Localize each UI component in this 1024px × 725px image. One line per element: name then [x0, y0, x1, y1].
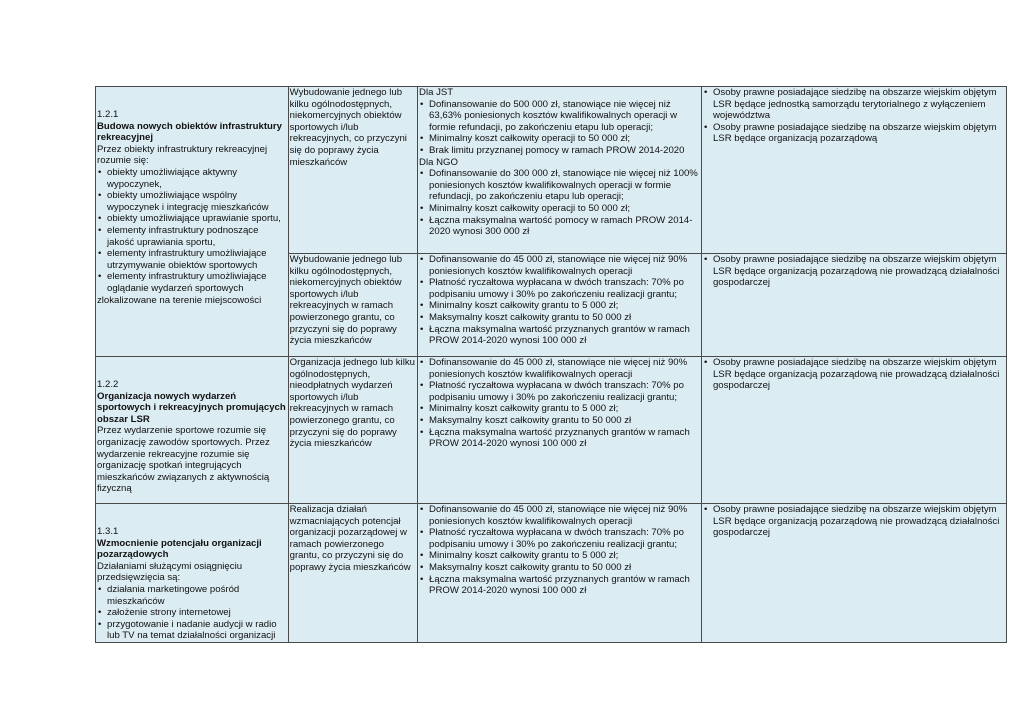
beneficiary-list — [703, 504, 1005, 539]
indicator-cell: Wybudowanie jednego lub kilku ogólnodostępnych, niekomercyjnych obiektów sportowych i/lub rekreacyjnych w ramach powierzonego grantu, co przyczyni się do poprawy życia mieszkańców — [288, 254, 417, 357]
funding-item: • Łączna maksymalna wartość przyznanych grantów w ramach PROW 2014-2020 wynosi 100 000 zł — [419, 427, 700, 450]
measure-cell — [96, 357, 289, 504]
funding-item: • Minimalny koszt całkowity operacji to 50 000 zł; — [419, 203, 700, 215]
beneficiary-list — [703, 357, 1005, 392]
funding-item: • Płatność ryczałtowa wypłacana w dwóch transzach: 70% po podpisaniu umowy i 30% po zakończeniu realizacji grantu; — [419, 527, 700, 550]
document-table — [95, 86, 1007, 643]
measure-item-list — [97, 167, 287, 295]
measure-cell — [96, 87, 289, 357]
funding-item: • Łączna maksymalna wartość pomocy w ramach PROW 2014-2020 wynosi 300 000 zł — [419, 215, 700, 238]
measure-title: Budowa nowych obiektów infrastruktury rekreacyjnej — [97, 120, 282, 144]
beneficiary-item: • Osoby prawne posiadające siedzibę na obszarze wiejskim objętym LSR będące organizacją pozarządową nie prowadzącą działalności gospodarczej — [703, 504, 1005, 539]
measure-item: • elementy infrastruktury umożliwiające utrzymywanie obiektów sportowych — [97, 248, 287, 271]
funding-group-label: Dla NGO — [419, 156, 458, 168]
measure-item: • elementy infrastruktury umożliwiające oglądanie wydarzeń sportowych — [97, 271, 287, 294]
funding-item: • Maksymalny koszt całkowity grantu to 50 000 zł — [419, 562, 700, 574]
funding-item: • Dofinansowanie do 45 000 zł, stanowiące nie więcej niż 90% poniesionych kosztów kwalifikowalnych operacji — [419, 504, 700, 527]
measure-code: 1.3.1 — [97, 526, 119, 537]
measure-cell — [96, 504, 289, 643]
funding-item: • Maksymalny koszt całkowity grantu to 50 000 zł — [419, 415, 700, 427]
funding-item: • Płatność ryczałtowa wypłacana w dwóch transzach: 70% po podpisaniu umowy i 30% po zakończeniu realizacji grantu; — [419, 380, 700, 403]
table-row — [96, 357, 1007, 504]
funding-item: • Łączna maksymalna wartość przyznanych grantów w ramach PROW 2014-2020 wynosi 100 000 zł — [419, 574, 700, 597]
funding-list — [419, 168, 700, 238]
funding-item: • Maksymalny koszt całkowity grantu to 50 000 zł — [419, 312, 700, 324]
measure-code: 1.2.1 — [97, 109, 119, 120]
measure-trail: zlokalizowane na terenie miejscowości — [97, 294, 262, 306]
beneficiary-cell — [701, 504, 1006, 643]
beneficiary-item: • Osoby prawne posiadające siedzibę na obszarze wiejskim objętym LSR będące organizacją pozarządową nie prowadzącą działalności gospodarczej — [703, 357, 1005, 392]
funding-cell — [418, 254, 702, 357]
measure-item: • elementy infrastruktury podnoszące jakość uprawiania sportu, — [97, 225, 287, 248]
beneficiary-item: • Osoby prawne posiadające siedzibę na obszarze wiejskim objętym LSR będące organizacją pozarządową nie prowadzącą działalności gospodarczej — [703, 254, 1005, 289]
measure-title: Wzmocnienie potencjału organizacji pozarządowych — [97, 537, 262, 561]
beneficiary-cell — [701, 87, 1006, 254]
funding-cell — [418, 357, 702, 504]
table-row — [96, 87, 1007, 254]
measure-item-list — [97, 584, 287, 642]
measure-item: • działania marketingowe pośród mieszkańców — [97, 584, 287, 607]
beneficiary-item: • Osoby prawne posiadające siedzibę na obszarze wiejskim objętym LSR będące organizacją pozarządową — [703, 122, 1005, 145]
table-row — [96, 504, 1007, 643]
funding-list — [419, 99, 700, 157]
indicator-cell: Organizacja jednego lub kilku ogólnodostępnych, nieodpłatnych wydarzeń sportowych i/lub rekreacyjnych w ramach powierzonego grantu, co przyczyni się do poprawy życia mieszkańców — [288, 357, 417, 504]
funding-list — [419, 357, 700, 450]
beneficiary-list — [703, 87, 1005, 145]
funding-cell — [418, 87, 702, 254]
beneficiary-cell — [701, 254, 1006, 357]
funding-item: • Dofinansowanie do 45 000 zł, stanowiące nie więcej niż 90% poniesionych kosztów kwalifikowalnych operacji — [419, 254, 700, 277]
indicator-cell: Wybudowanie jednego lub kilku ogólnodostępnych, niekomercyjnych obiektów sportowych i/lub rekreacyjnych, co przyczyni się do poprawy życia mieszkańców — [288, 87, 417, 254]
funding-item: • Minimalny koszt całkowity grantu to 5 000 zł; — [419, 550, 700, 562]
beneficiary-list — [703, 254, 1005, 289]
funding-group-label: Dla JST — [419, 87, 454, 98]
measure-title: Organizacja nowych wydarzeń sportowych i rekreacyjnych promujących obszar LSR — [97, 390, 286, 425]
measure-description: Przez obiekty infrastruktury rekreacyjnej rozumie się: — [97, 143, 268, 167]
indicator-cell: Realizacja działań wzmacniających potencjał organizacji pozarządowej w ramach powierzonego grantu, co przyczyni się do poprawy życia mieszkańców — [288, 504, 417, 643]
funding-list — [419, 504, 700, 597]
funding-item: • Dofinansowanie do 500 000 zł, stanowiące nie więcej niż 63,63% poniesionych kosztów kwalifikowalnych operacji w formie refundacji, po zakończeniu etapu lub operacji; — [419, 99, 700, 134]
beneficiary-cell — [701, 357, 1006, 504]
funding-item: • Minimalny koszt całkowity operacji to 50 000 zł; — [419, 133, 700, 145]
measure-item: • przygotowanie i nadanie audycji w radio lub TV na temat działalności organizacji — [97, 619, 287, 642]
funding-cell — [418, 504, 702, 643]
funding-item: • Brak limitu przyznanej pomocy w ramach PROW 2014-2020 — [419, 145, 700, 157]
funding-item: • Łączna maksymalna wartość przyznanych grantów w ramach PROW 2014-2020 wynosi 100 000 zł — [419, 324, 700, 347]
measure-description: Przez wydarzenie sportowe rozumie się organizację zawodów sportowych. Przez wydarzenie rekreacyjne rozumie się organizację spotkań integrujących mieszkańców związanych z aktywnością fizyczną — [97, 425, 270, 495]
funding-item: • Minimalny koszt całkowity grantu to 5 000 zł; — [419, 300, 700, 312]
funding-item: • Płatność ryczałtowa wypłacana w dwóch transzach: 70% po podpisaniu umowy i 30% po zakończeniu realizacji grantu; — [419, 277, 700, 300]
measure-code: 1.2.2 — [97, 379, 119, 390]
measure-item: • obiekty umożliwiające aktywny wypoczynek, — [97, 167, 287, 190]
funding-item: • Minimalny koszt całkowity grantu to 5 000 zł; — [419, 403, 700, 415]
beneficiary-item: • Osoby prawne posiadające siedzibę na obszarze wiejskim objętym LSR będące jednostką samorządu terytorialnego z wyłączeniem województwa — [703, 87, 1005, 122]
funding-list — [419, 254, 700, 347]
measure-item: • obiekty umożliwiające wspólny wypoczynek i integrację mieszkańców — [97, 190, 287, 213]
measure-description: Działaniami służącymi osiągnięciu przedsięwzięcia są: — [97, 560, 243, 584]
funding-item: • Dofinansowanie do 300 000 zł, stanowiące nie więcej niż 100% poniesionych kosztów kwalifikowalnych operacji w formie refundacji, po zakończeniu etapu lub operacji; — [419, 168, 700, 203]
funding-item: • Dofinansowanie do 45 000 zł, stanowiące nie więcej niż 90% poniesionych kosztów kwalifikowalnych operacji — [419, 357, 700, 380]
measure-item: • obiekty umożliwiające uprawianie sportu, — [97, 213, 287, 225]
measure-item: • założenie strony internetowej — [97, 607, 287, 619]
document-table-body — [96, 87, 1007, 643]
